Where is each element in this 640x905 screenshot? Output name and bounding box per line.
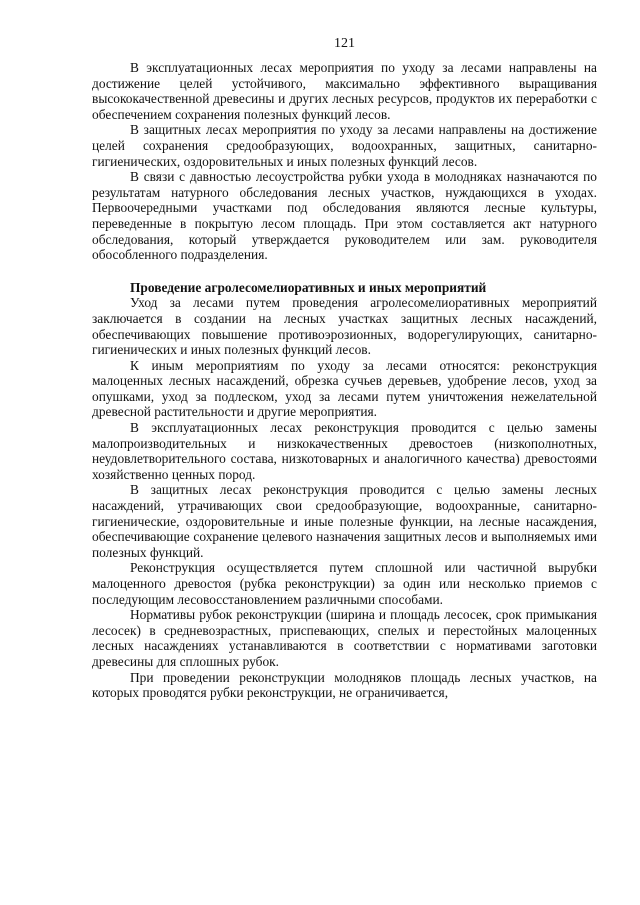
paragraph-reconstruction-method: Реконструкция осуществляется путем сплошной или частичной вырубки малоценного древостоя (рубка реконструкции) за один или несколько приемов с последующим лесовосстановлением различными способами. bbox=[92, 560, 597, 607]
paragraph-other-measures: К иным мероприятиям по уходу за лесами относятся: реконструкция малоценных лесных насаждений, обрезка сучьев деревьев, удобрение лесов, уход за опушками, уход за подлеском, уход за лесами путем уничтожения нежелательной древесной растительности и другие мероприятия. bbox=[92, 357, 597, 420]
paragraph-young-stands-inspection: В связи с давностью лесоустройства рубки ухода в молодняках назначаются по результатам натурного обследования лесных участков, нуждающихся в уходах. Первоочередными участками под обследования являются лесные культуры, переведенные в покрытую лесом площадь. При этом составляется акт натурного обследования, который утверждается руководителем или зам. руководителя обособленного подразделения. bbox=[92, 169, 597, 263]
paragraph-reconstruction-protective: В защитных лесах реконструкция проводится с целью замены лесных насаждений, утрачивающих свои средообразующие, водоохранные, санитарно-гигиенические, оздоровительные и иные полезные функции, на лесные насаждения, обеспечивающие сохранение целевого назначения защитных лесов и выполняемых ими полезных функций. bbox=[92, 482, 597, 560]
document-page bbox=[92, 36, 597, 701]
paragraph-reconstruction-norms: Нормативы рубок реконструкции (ширина и площадь лесосек, срок примыкания лесосек) в средневозрастных, приспевающих, спелых и перестойных малоценных лесных насаждениях устанавливаются в соответствии с нормативами заготовки древесины для сплошных рубок. bbox=[92, 607, 597, 669]
paragraph-exploitation-forests: В эксплуатационных лесах мероприятия по уходу за лесами направлены на достижение целей устойчивого, максимально эффективного выращивания высококачественной древесины и других лесных ресурсов, продуктов их переработки с обеспечением сохранения полезных функций лесов. bbox=[92, 60, 597, 122]
section-heading: Проведение агролесомелиоративных и иных мероприятий bbox=[130, 279, 487, 295]
paragraph-reconstruction-exploitation: В эксплуатационных лесах реконструкция проводится с целью замены малопроизводительных и низкокачественных древостоев (низкополнотных, неудовлетворительного состава, низкотоварных и аналогичного качества) древостоями хозяйственно ценных пород. bbox=[92, 420, 597, 482]
paragraph-young-stands-area: При проведении реконструкции молодняков площадь лесных участков, на которых проводятся рубки реконструкции, не ограничивается, bbox=[92, 669, 597, 701]
paragraph-agroforestry-care: Уход за лесами путем проведения агролесомелиоративных мероприятий заключается в создании на лесных участках защитных лесных насаждений, обеспечивающих повышение противоэрозионных, водорегулирующих, санитарно-гигиенических и иных полезных функций лесов. bbox=[92, 295, 597, 358]
paragraph-protective-forests: В защитных лесах мероприятия по уходу за лесами направлены на достижение целей сохранения средообразующих, водоохранных, защитных, санитарно-гигиенических, оздоровительных и иных полезных функций лесов. bbox=[92, 122, 597, 169]
page-number: 121 bbox=[334, 36, 355, 51]
